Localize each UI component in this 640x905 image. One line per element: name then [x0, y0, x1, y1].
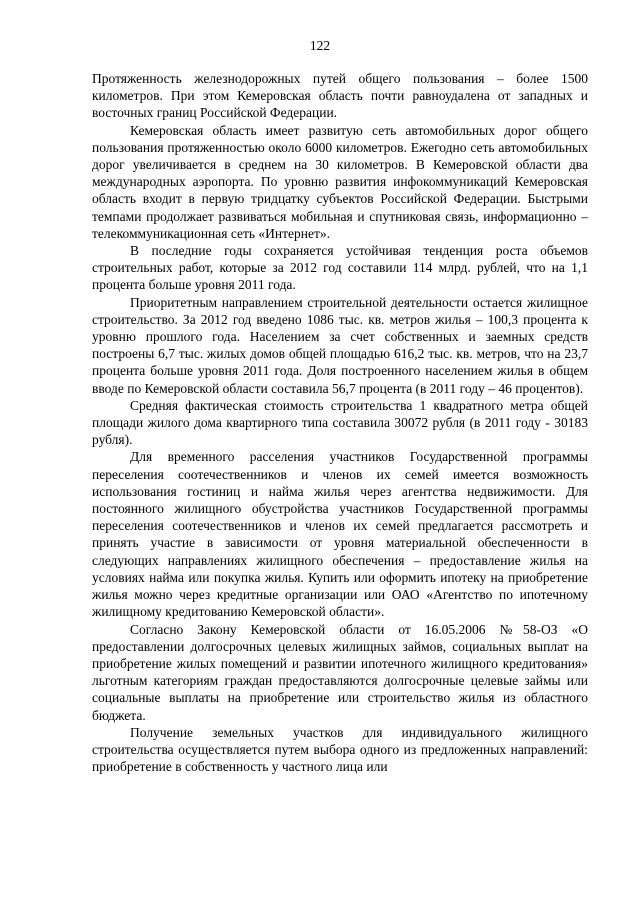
paragraph-land-plots: Получение земельных участков для индивидуального жилищного строительства осуществляется путем выбора одного из предложенных направлений: приобретение в собственность у частного лица или: [92, 724, 588, 775]
paragraph-housing-construction: Приоритетным направлением строительной деятельности остается жилищное строительство. За 2012 год введено 1086 тыс. кв. метров жилья – 100,3 процента к уровню прошлого года. Населением за счет собственных и заемных средств построены 6,7 тыс. жилых домов общей площадью 616,2 тыс. кв. метров, что на 23,7 процента больше уровня 2011 года. Доля построенного населением жилья в общем вводе по Кемеровской области составила 56,7 процента (в 2011 году – 46 процентов).: [92, 294, 588, 396]
paragraph-railways: Протяженность железнодорожных путей общего пользования – более 1500 километров. При этом Кемеровская область почти равноудалена от западных и восточных границ Российской Федерации.: [92, 71, 588, 121]
paragraph-regional-law: Согласно Закону Кемеровской области от 16.05.2006 №58-ОЗ «О предоставлении долгосрочных целевых жилищных займов, социальных выплат на приобретение жилых помещений и развитии ипотечного жилищного кредитования» льготным категориям граждан предоставляются долгосрочные целевые займы или социальные выплаты на приобретение или строительство жилья из областного бюджета.: [92, 621, 588, 723]
paragraph-construction-volume: В последние годы сохраняется устойчивая тенденция роста объемов строительных работ, которые за 2012 год составили 114 млрд. рублей, что на 1,1 процента больше уровня 2011 года.: [92, 243, 588, 293]
document-body: [92, 70, 588, 775]
paragraph-temporary-housing: Для временного расселения участников Государственной программы переселения соотечественников и членов их семей имеется возможность использования гостиниц и найма жилья через агентства недвижимости. Для постоянного жилищного обустройства участников Государственной программы переселения соотечественников и членов их семей предлагается рассмотреть и принять участие в зависимости от уровня материальной обеспеченности в следующих направлениях жилищного обеспечения – предоставление жилья на условиях найма или покупка жилья. Купить или оформить ипотеку на приобретение жилья можно через кредитные организации или ОАО «Агентство по ипотечному жилищному кредитованию Кемеровской области».: [92, 449, 588, 620]
paragraph-roads-infocommunications: Кемеровская область имеет развитую сеть автомобильных дорог общего пользования протяженностью около 6000 километров. Ежегодно сеть автомобильных дорог увеличивается в среднем на 30 километров. В Кемеровской области два международных аэропорта. По уровню развития инфокоммуникаций Кемеровская область входит в первую тридцатку субъектов Российской Федерации. Быстрыми темпами продолжает развиваться мобильная и спутниковая связь, информационно – телекоммуникационная сеть «Интернет».: [92, 122, 588, 241]
page-number: 122: [309, 38, 331, 53]
paragraph-construction-cost: Средняя фактическая стоимость строительства 1 квадратного метра общей площади жилого дома квартирного типа составила 30072 рубля (в 2011 году - 30183 рубля).: [92, 397, 588, 448]
